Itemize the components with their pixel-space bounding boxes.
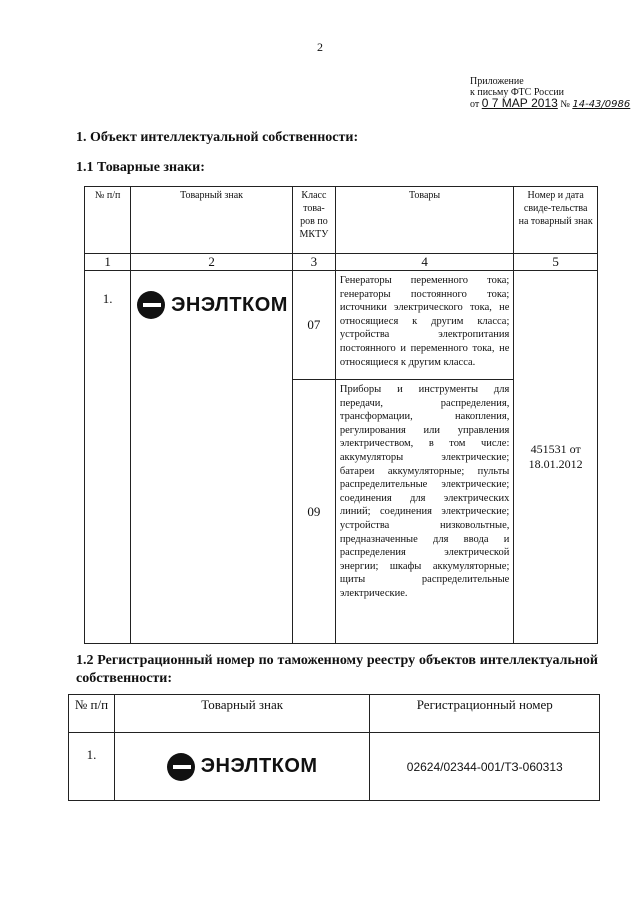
section-1-2-title: 1.2 Регистрационный номер по таможенному реестру объектов интеллектуальной собственности: bbox=[76, 653, 598, 686]
header-trademark: Товарный знак bbox=[131, 187, 293, 254]
trademark-logo bbox=[119, 753, 366, 781]
reg-number-cell: 02624/02344-001/ТЗ-060313 bbox=[370, 733, 600, 801]
column-number-row bbox=[85, 254, 598, 271]
header-trademark: Товарный знак bbox=[114, 695, 370, 733]
goods-09: Приборы и инструменты для передачи, распределения, трансформации, накопления, регулирования или управления электричеством, в том числе: аккумуляторы электрические; батареи аккумуляторные; пульты распределительные электрические; соединения для электрических линий; соединения электрические; устройства низковольтные, предназначенные для ввода и распределения электрической энергии; шкафы аккумуляторные; щиты распределительные электрические. bbox=[335, 380, 514, 644]
table-row bbox=[85, 271, 598, 380]
trademark-cell bbox=[131, 271, 293, 644]
appendix-line-2: к письму ФТС России bbox=[470, 87, 564, 98]
appendix-line-1: Приложение bbox=[470, 76, 524, 87]
col-number: 2 bbox=[131, 254, 293, 271]
col-number: 3 bbox=[292, 254, 335, 271]
appendix-block bbox=[470, 76, 630, 110]
row-number: 1. bbox=[85, 271, 131, 644]
col-number: 1 bbox=[85, 254, 131, 271]
appendix-line-3 bbox=[470, 98, 630, 110]
certificate-cell: 451531 от 18.01.2012 bbox=[514, 271, 598, 644]
appendix-letter-number: 14-43/0986 bbox=[572, 99, 631, 110]
section-1-1-title: 1.1 Товарные знаки: bbox=[76, 160, 205, 175]
trademark-logo bbox=[137, 291, 288, 319]
header-reg-number: Регистрационный номер bbox=[370, 695, 600, 733]
header-certificate: Номер и дата свиде-тельства на товарный знак bbox=[514, 187, 598, 254]
header-goods: Товары bbox=[335, 187, 514, 254]
section-1-title: 1. Объект интеллектуальной собственности: bbox=[76, 130, 359, 145]
col-number: 4 bbox=[335, 254, 514, 271]
appendix-number-label: № bbox=[560, 99, 570, 110]
trademark-cell bbox=[114, 733, 370, 801]
logo-mark-icon bbox=[167, 753, 195, 781]
logo-wordmark: ЭНЭЛТКОМ bbox=[171, 293, 288, 316]
row-number: 1. bbox=[69, 733, 115, 801]
class-09: 09 bbox=[292, 380, 335, 644]
col-number: 5 bbox=[514, 254, 598, 271]
page-number: 2 bbox=[317, 40, 323, 54]
header-number: № п/п bbox=[69, 695, 115, 733]
trademarks-table bbox=[84, 186, 598, 644]
registration-table bbox=[68, 694, 600, 801]
table-header-row bbox=[69, 695, 600, 733]
header-number: № п/п bbox=[85, 187, 131, 254]
header-class: Класс това-ров по МКТУ bbox=[292, 187, 335, 254]
table-header-row bbox=[85, 187, 598, 254]
logo-mark-icon bbox=[137, 291, 165, 319]
class-07: 07 bbox=[292, 271, 335, 380]
logo-wordmark: ЭНЭЛТКОМ bbox=[200, 755, 318, 777]
goods-07: Генераторы переменного тока; генераторы постоянного тока; источники электрического тока, не относящиеся к другим класса; устройства электропитания постоянного и переменного тока, не относящиеся к другим класса. bbox=[335, 271, 514, 380]
appendix-date: 0 7 МАР 2013 bbox=[481, 96, 558, 110]
table-row bbox=[69, 733, 600, 801]
appendix-from: от bbox=[470, 99, 480, 110]
